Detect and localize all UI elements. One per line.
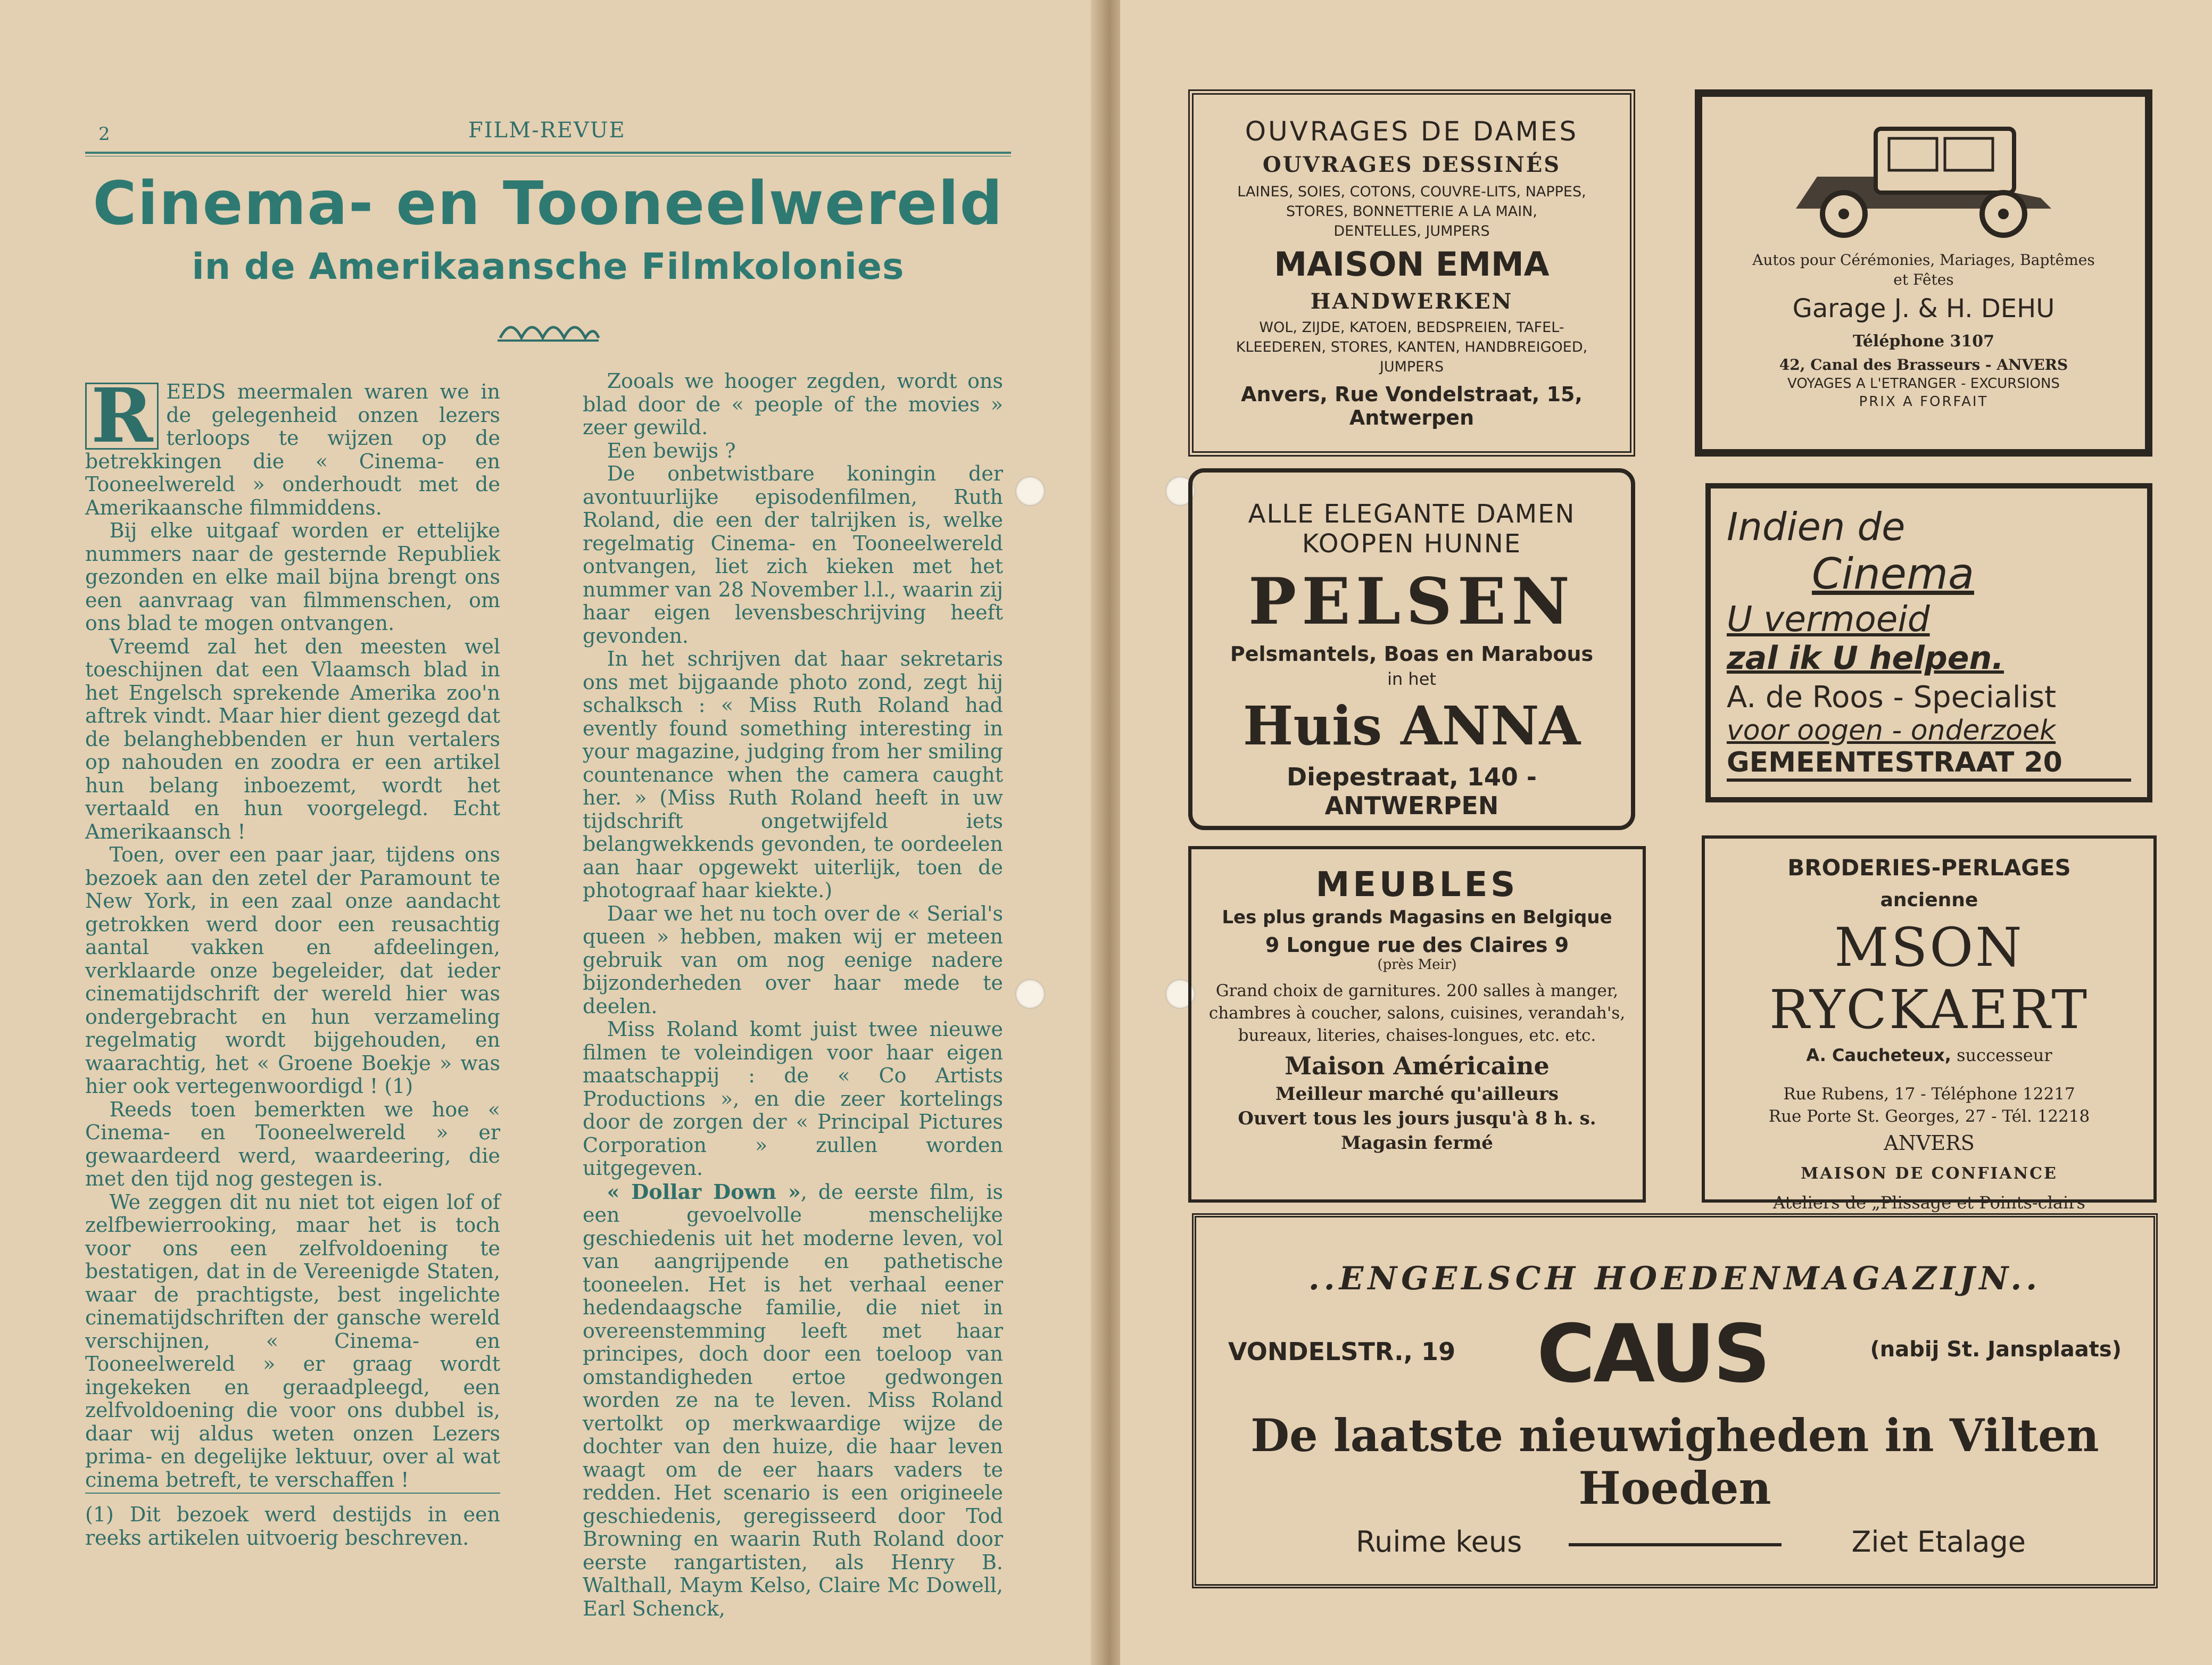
ornament-icon	[495, 314, 601, 346]
ad-line: Rue Porte St. Georges, 27 - Tél. 12218	[1768, 1107, 2090, 1126]
ad-line: KLEEDEREN, STORES, KANTEN, HANDBREIGOED,	[1236, 339, 1588, 355]
ad-line: Meilleur marché qu'ailleurs	[1275, 1083, 1559, 1105]
ad-line: Anvers, Rue Vondelstraat, 15, Antwerpen	[1241, 383, 1583, 429]
ad-line: Grand choix de garnitures. 200 salles à manger,	[1215, 981, 1619, 1000]
ad-line: VONDELSTR., 19	[1228, 1337, 1456, 1366]
paragraph: In het schrijven dat haar sekretaris ons met bijgaande photo zond, zegt hij schalksch : « Miss Ruth Roland had evently found something interesting in your magazine, judging from her smiling countenance when the camera caught her. » (Miss Ruth Roland heeft in uw tijdschrift ongetwijfeld iets belangwekkends gevonden, te oordeelen aan haar opgewekt uiterlijk, toen de photograaf haar kiekte.)	[583, 647, 1003, 902]
ad-line: Pelsmantels, Boas en Marabous	[1230, 642, 1594, 666]
punch-hole	[1015, 476, 1045, 506]
paragraph: De onbetwistbare koningin der avontuurlijke episodenfilmen, Ruth Roland, die een der talrijken is, welke regelmatig Cinema- en Tooneelwereld ontvangen, liet zich kieken met het nummer van 28 November l.l., waarin zij haar eigen levensbeschrijving heeft gevonden.	[583, 462, 1003, 648]
ad-line: OUVRAGES DE DAMES	[1245, 116, 1579, 147]
article-column-2	[583, 370, 1003, 1620]
paragraph: Zooals we hooger zegden, wordt ons blad door de « people of the movies » zeer gewild.	[583, 369, 1003, 439]
ad-line: Rue Rubens, 17 - Téléphone 12217	[1783, 1084, 2075, 1104]
ad-maison-emma	[1188, 89, 1635, 457]
ad-line: Magasin fermé	[1341, 1132, 1493, 1154]
ad-line: Téléphone 3107	[1852, 332, 1995, 351]
page-number: 2	[98, 123, 110, 145]
ad-line: BRODERIES-PERLAGES	[1787, 855, 2071, 881]
ad-line: zal ik U helpen.	[1727, 640, 2004, 677]
ad-line: U vermoeid	[1727, 599, 1930, 640]
ad-line-text: successeur	[1957, 1045, 2052, 1065]
paragraph: EEDS meermalen waren we in de gelegenheid onzen lezers terloops te wijzen op de betrekkingen die « Cinema- en Tooneelwereld » onderhoudt met de Amerikaansche filmmiddens.	[85, 380, 500, 519]
punch-hole	[1015, 979, 1045, 1009]
article-headline: Cinema- en Tooneelwereld	[93, 169, 1004, 238]
article-column-1	[85, 372, 500, 1492]
ad-line: LAINES, SOIES, COTONS, COUVRE-LITS, NAPPES,	[1237, 184, 1586, 200]
ad-line: A. de Roos - Specialist	[1727, 680, 2057, 715]
ad-line: GEMEENTESTRAAT 20	[1727, 747, 2131, 782]
paragraph: Een bewijs ?	[607, 438, 736, 462]
ad-line: WOL, ZIJDE, KATOEN, BEDSPREIEN, TAFEL-	[1259, 319, 1564, 336]
ad-line: Ateliers de „Plissage et Points-clairs	[1773, 1192, 2085, 1213]
paragraph	[583, 1180, 1003, 1621]
automobile-icon	[1785, 118, 2062, 241]
ad-line: et Fêtes	[1893, 271, 1954, 288]
ad-line: Ziet Etalage	[1851, 1525, 2026, 1559]
ad-ryckaert	[1702, 835, 2157, 1213]
paragraph: Miss Roland komt juist twee nieuwe filmen te voleindigen voor haar eigen maatschappij : de « Co Artists Productions », en die zeer kortelings door de zorgen der « Principal Pictures Corporation » zullen worden uitgegeven.	[583, 1017, 1003, 1180]
ad-line: HANDWERKEN	[1310, 289, 1513, 314]
ad-line: Garage J. & H. DEHU	[1792, 294, 2055, 324]
ad-line-bold: A. Caucheteux,	[1806, 1045, 1951, 1065]
ad-line: JUMPERS	[1379, 359, 1444, 375]
ad-meubles	[1188, 846, 1646, 1203]
paragraph-text: , de eerste film, is een gevoelvolle menschelijke geschiedenis uit het moderne leven, vol van aangrijpende en pathetische tooneelen. Het is het verhaal eener hedendaagsche familie, die niet in overeenstemming leeft met haar principes, doch door een toeloop van omstandigheden ertoe gedwongen worden ze na te leven. Miss Roland vertolkt op merkwaardige wijze de dochter van den huize, die haar leven waagt om de eer haars vaders te redden. Het scenario is een origineele geschiedenis, geregisseerd door Tod Browning en waarin Ruth Roland door eerste rangartisten, als Henry B. Walthall, Maym Kelso, Claire Mc Dowell, Earl Schenck,	[583, 1180, 1003, 1620]
ad-line: De laatste nieuwigheden in Vilten Hoeden	[1250, 1409, 2099, 1514]
ad-line: DENTELLES, JUMPERS	[1333, 223, 1490, 239]
ad-line: MAISON EMMA	[1274, 245, 1550, 284]
ad-line: PRIX A FORFAIT	[1859, 394, 1989, 410]
ad-caus-row	[1228, 1308, 2122, 1401]
ad-line: chambres à coucher, salons, cuisines, verandah's,	[1208, 1004, 1626, 1023]
ad-de-roos-specialist	[1705, 483, 2152, 802]
ad-line: ..ENGELSCH HOEDENMAGAZIJN..	[1308, 1260, 2042, 1297]
dropcap: R	[85, 383, 159, 450]
ad-line: Ouvert tous les jours jusqu'à 8 h. s.	[1238, 1108, 1596, 1129]
ad-line: OUVRAGES DESSINÉS	[1262, 152, 1561, 177]
ad-line: CAUS	[1537, 1308, 1769, 1401]
ad-line: STORES, BONNETTERIE A LA MAIN,	[1286, 203, 1537, 220]
paragraph: We zeggen dit nu niet tot eigen lof of zelfbewierrooking, maar het is toch voor ons een zelfvoldoening te bestatigen, dat in de Vereenigde Staten, waar de prachtigste, best ingelichte cinematijdschriften der gansche wereld verschijnen, « Cinema- en Tooneelwereld » er graag wordt ingekeken en geraadpleegd, een zelfvoldoening die voor ons dubbel is, daar wij aldus weten onzen Lezers prima- en degelijke lektuur, over al wat cinema betreft, te verschaffen !	[85, 1190, 500, 1492]
footnote: (1) Dit bezoek werd destijds in een reeks artikelen uitvoerig beschreven.	[85, 1503, 500, 1550]
ad-line: PELSEN	[1248, 564, 1575, 639]
ad-garage-dehu	[1695, 89, 2152, 457]
ad-line: ANVERS	[1884, 1131, 1975, 1155]
running-title: FILM-REVUE	[468, 118, 626, 143]
ad-line: Les plus grands Magasins en Belgique	[1222, 907, 1612, 928]
ad-line: 42, Canal des Brasseurs - ANVERS	[1779, 356, 2068, 374]
ad-line: ancienne	[1880, 889, 1978, 911]
ad-line: voor oogen - onderzoek	[1727, 715, 2056, 747]
ad-line: ALLE ELEGANTE DAMEN	[1248, 499, 1576, 529]
ad-caus-footer	[1228, 1525, 2122, 1568]
divider	[1569, 1543, 1782, 1546]
ad-line	[1721, 1045, 2138, 1065]
ad-line: MAISON DE CONFIANCE	[1801, 1164, 2058, 1183]
ad-line: Ruime keus	[1356, 1525, 1522, 1559]
ad-line: in het	[1387, 669, 1436, 689]
film-title: « Dollar Down »	[607, 1179, 801, 1204]
ad-line: bureaux, literies, chaises-longues, etc. etc.	[1238, 1026, 1596, 1045]
paragraph: Bij elke uitgaaf worden er ettelijke nummers naar de gesternde Republiek gezonden en elke mail bijna brengt ons een aanvraag van filmmenschen, om ons blad te mogen ontvangen.	[85, 519, 500, 635]
ad-line: Cinema	[1812, 549, 1974, 599]
ad-line: (près Meir)	[1377, 957, 1457, 973]
ad-line: MSON RYCKAERT	[1769, 916, 2090, 1041]
ad-line: (nabij St. Jansplaats)	[1870, 1337, 2122, 1362]
paragraph: Toen, over een paar jaar, tijdens ons bezoek aan den zetel der Paramount te New York, in een zaal onze aandacht getrokken werd door een reusachtig aantal vakken en afdeelingen, verklaarde onze begeleider, dat ieder cinematijdschrift der wereld hier was ondergebracht en hun verzameling regelmatig wordt bijgehouden, en waarachtig, het « Groene Boekje » was hier ook vertegenwoordigd ! (1)	[85, 843, 500, 1098]
paragraph: Reeds toen bemerkten we hoe « Cinema- en Tooneelwereld » er gewaardeerd werd, waardeering, die met den tijd nog gestegen is.	[85, 1097, 500, 1190]
article-subheadline: in de Amerikaansche Filmkolonies	[192, 246, 905, 288]
footnote-rule	[85, 1493, 500, 1494]
ad-line: KOOPEN HUNNE	[1302, 529, 1522, 559]
header-rule	[85, 152, 1011, 154]
ad-line: Diepestraat, 140 - ANTWERPEN	[1286, 763, 1537, 820]
ad-caus-hoedenmagazijn	[1192, 1213, 2158, 1588]
ad-line: 9 Longue rue des Claires 9	[1265, 933, 1569, 957]
ad-pelsen-huis-anna	[1188, 468, 1635, 830]
paragraph: Vreemd zal het den meesten wel toeschijnen dat een Vlaamsch blad in het Engelsch sprekende Amerika zoo'n aftrek vindt. Maar hier dient gezegd dat de belanghebbenden er hun vertalers op nahouden en zoodra er een artikel hun belang inboezemt, wordt het vertaald en hun voorgelegd. Echt Amerikaansch !	[85, 634, 500, 843]
ad-line: Maison Américaine	[1285, 1051, 1550, 1080]
ad-line: Indien de	[1727, 504, 1906, 549]
paragraph: Daar we het nu toch over de « Serial's queen » hebben, maken wij er meteen gebruik van om nog eenige nadere bijzonderheden over haar mede te deelen.	[583, 901, 1003, 1018]
ad-line: Huis ANNA	[1242, 694, 1581, 757]
ad-line: VOYAGES A L'ETRANGER - EXCURSIONS	[1787, 376, 2060, 392]
ad-line: Autos pour Cérémonies, Mariages, Baptêmes	[1752, 251, 2095, 269]
ad-line: MEUBLES	[1315, 865, 1519, 905]
